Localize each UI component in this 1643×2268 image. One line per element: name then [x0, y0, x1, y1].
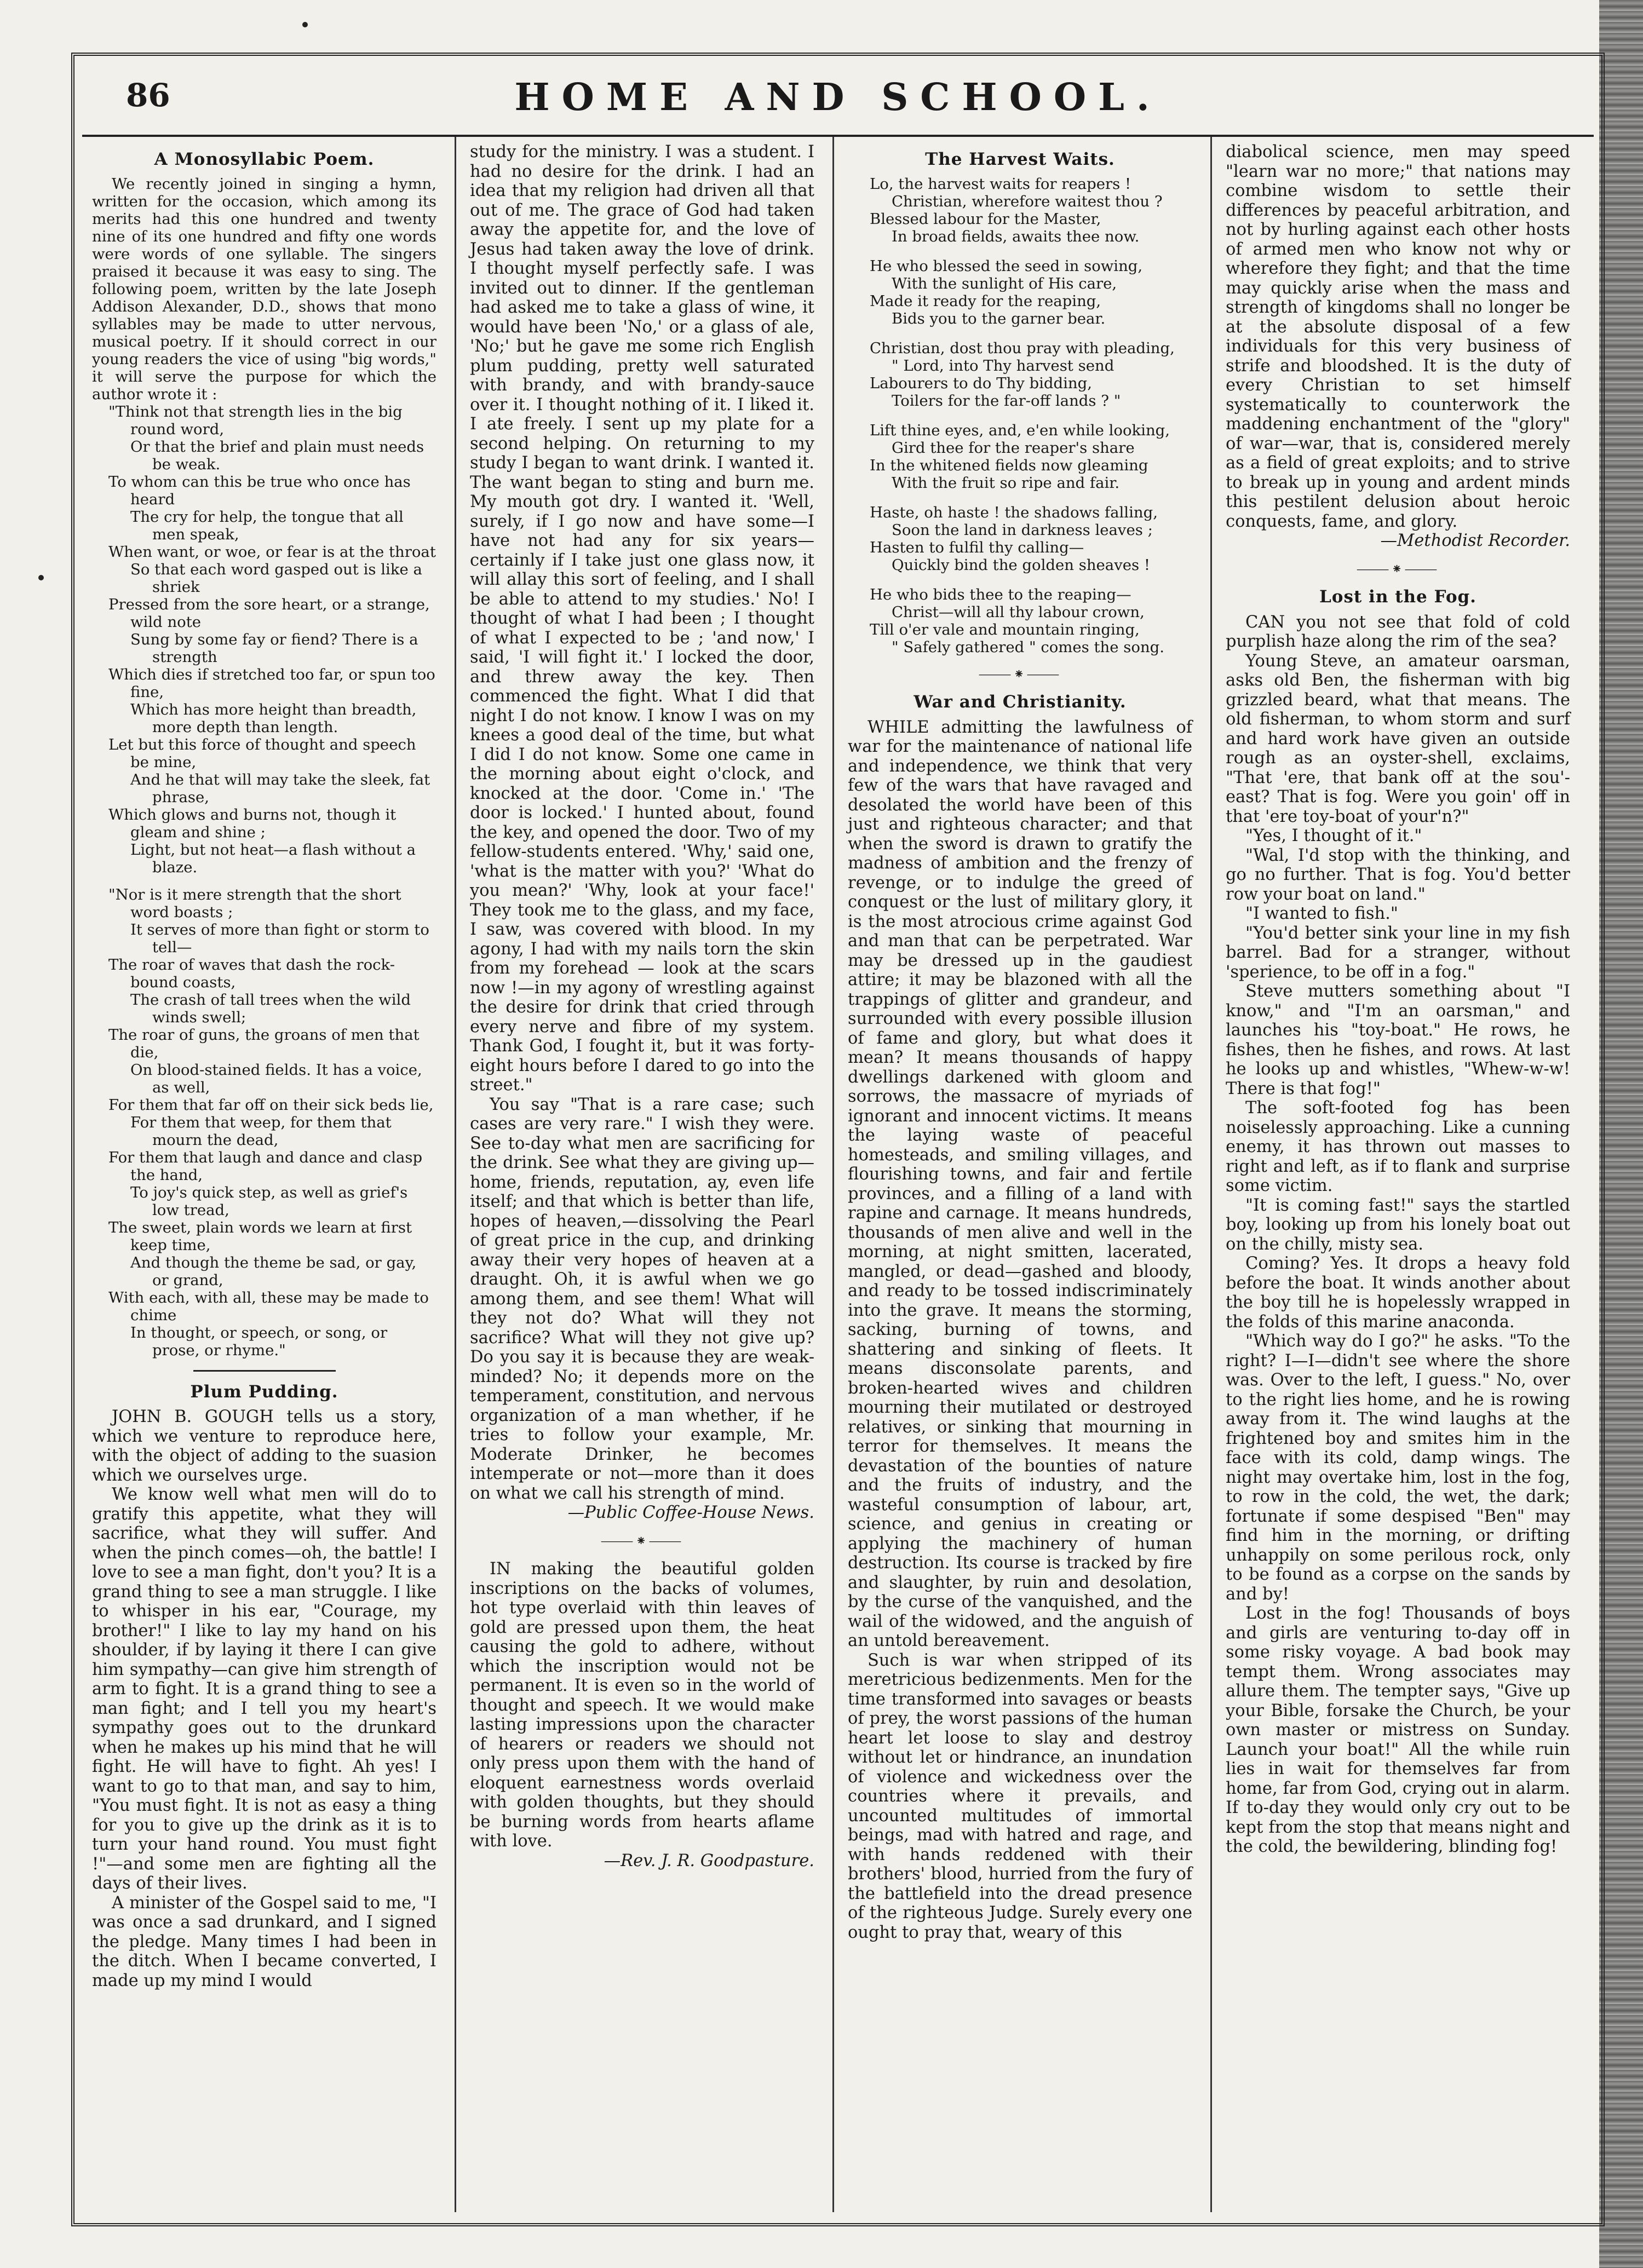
- paragraph: "Which way do I go?" he asks. "To the right? I—I—didn't see where the shore was. Over to the left, I guess." No, over to the right lies home, and he is rowing away from it. The wind laughs at the frightened boy and smites him in the face with its cold, damp wings. The night may overtake him, lost in the fog, to row in the cold, the wet, the dark; fortunate if some despised "Ben" may find him in the morning, or drifting unhappily on some perilous rock, only to be found as a corpse on the sands by and by!: [1226, 1332, 1570, 1604]
- paragraph: CAN you not see that fold of cold purplish haze along the rim of the sea?: [1226, 612, 1570, 651]
- article-credit: —Public Coffee-House News.: [567, 1503, 814, 1522]
- plum-pudding-body: [92, 1407, 436, 1990]
- poem-line: When want, or woe, or fear is at the throat: [108, 543, 436, 561]
- paragraph: A minister of the Gospel said to me, "I was once a sad drunkard, and I signed the pledge. Many times I had been in the ditch. When I became converted, I made up my mind I would: [92, 1893, 436, 1990]
- plum-pudding-continued: [470, 142, 814, 1503]
- paragraph: Young Steve, an amateur oarsman, asks old Ben, the fisherman with big grizzled beard, what that means. The old fisherman, to whom storm and surf and hard work have given an outside rough as an oyster-shell, exclaims, "That 'ere, that bank off at the sou'-east? That is fog. Were you goin' off in that 'ere toy-boat of your'n?": [1226, 651, 1570, 826]
- poem-line: In broad fields, awaits thee now.: [892, 227, 1140, 245]
- section-divider: [193, 1370, 336, 1372]
- paragraph: study for the ministry. I was a student. I had no desire for the drink. I had an idea that my religion had driven all that out of me. The grace of God had taken away the appetite for, and the love of Jesus had taken away the love of drink. I thought myself perfectly safe. I was invited out to dinner. If the gentleman had asked me to take a glass of wine, it would have been 'No,' or a glass of ale, 'No;' but he gave me some rich English plum pudding, pretty well saturated with brandy, and with brandy-sauce over it. I thought nothing of it. I liked it. I ate freely. I sent up my plate for a second helping. On returning to my study I began to want drink. I wanted it. The want began to sting and burn me. My mouth got dry. I wanted it. 'Well, surely, if I go now and have some—I have not had any for six years—certainly if I take just one glass now, it will allay this sort of feeling, and I shall be able to attend to my studies.' No! I thought of what I had been ; I thought of what I expected to be ; 'and now,' I said, 'I will fight it.' I locked the door, and threw away the key. Then commenced the fight. What I did that night I do not know. I know I was on my knees a good deal of the time, but what I did I do not know. Some one came in the morning about eight o'clock, and knocked at the door. 'Come in.' 'The door is locked.' I hunted about, found the key, and opened the door. Two of my fellow-students entered. 'Why,' said one, 'what is the matter with you?' 'What do you mean?' 'Why, look at your face!' They took me to the glass, and my face, I saw, was covered with blood. In my agony, I had with my nails torn the skin from my forehead — look at the scars now !—in my agony of wrestling against the desire for drink that cried through every nerve and fibre of my system. Thank God, I fought it, but it was forty-eight hours before I dared to go into the street.": [470, 142, 814, 1095]
- poem-line: Lo, the harvest waits for reapers !: [870, 175, 1131, 193]
- column-rule: [455, 137, 456, 2212]
- poem-line: With each, with all, these may be made to chime: [108, 1288, 429, 1324]
- paragraph: "It is coming fast!" says the startled boy, looking up from his lonely boat out on the chilly, misty sea.: [1226, 1195, 1570, 1254]
- poem-line: Which has more height than breadth, more depth than length.: [130, 700, 417, 736]
- poem-line: In thought, or speech, or song, or prose, or rhyme.": [130, 1323, 388, 1359]
- poem-line: Gird thee for the reaper's share: [892, 439, 1135, 457]
- poem-line: With the sunlight of His care,: [892, 274, 1117, 292]
- paragraph: You say "That is a rare case; such cases are very rare." I wish they were. See to-day what men are sacrificing for the drink. See what they are giving up—home, friends, reputation, ay, even life itself; and that which is better than life, hopes of heaven,—dissolving the Pearl of great price in the cup, and drinking away their very hopes of heaven at a draught. Oh, it is awful when we go among them, and see them! What will they not do? What will they not sacrifice? What will they not give up? Do you say it is because they are weak-minded? No; it depends more on the temperament, constitution, and nervous organization of a man whether, if he tries to follow your example, Mr. Moderate Drinker, he becomes intemperate or not—more than it does on what we call his strength of mind.: [470, 1095, 814, 1503]
- poem-line: Haste, oh haste ! the shadows falling,: [870, 503, 1158, 521]
- paragraph: We recently joined in singing a hymn, written for the occasion, which among its merits had this one hundred and twenty nine of its one hundred and fifty one words were words of one syllable. The singers praised it because it was easy to sing. The following poem, written by the late Joseph Addison Alexander, D.D., shows that mono syllables may be made to utter nervous, musical poetry. If it should correct in our young readers the vice of using "big words," it will serve the purpose for which the author wrote it :: [92, 175, 436, 403]
- poem-line: The crash of tall trees when the wild winds swell;: [130, 991, 411, 1026]
- poem-line: Christ—will all thy labour crown,: [892, 603, 1145, 621]
- poem-line: Sung by some fay or fiend? There is a strength: [130, 630, 418, 666]
- article-title-war-christianity: War and Christianity.: [914, 692, 1127, 712]
- poem-line: For them that weep, for them that mourn the dead,: [130, 1113, 392, 1149]
- poem-line: And he that will may take the sleek, fat phrase,: [130, 770, 430, 806]
- poem-line: Christian, dost thou pray with pleading,: [870, 339, 1175, 357]
- poem-stanza: [848, 339, 1192, 410]
- paragraph: "I wanted to fish.": [1245, 904, 1398, 923]
- poem-line: To whom can this be true who once has heard: [108, 473, 411, 508]
- poem-stanza: [848, 175, 1192, 245]
- ink-speck: [38, 575, 44, 580]
- ornament-divider: ⸻⁕⸻: [978, 666, 1062, 682]
- column-4: [1216, 137, 1580, 2212]
- poem-line: Let but this force of thought and speech be mine,: [108, 735, 416, 771]
- article-title-monosyllabic-poem: A Monosyllabic Poem.: [154, 149, 375, 169]
- column-2: [460, 137, 824, 2212]
- paragraph: Such is war when stripped of its meretricious bedizenments. Men for the time transformed into savages or beasts of prey, the worst passions of the human heart let loose to slay and destroy without let or hindrance, an inundation of violence and wickedness over the countries where it prevails, and uncounted multitudes of immortal beings, mad with hatred and rage, and with hands reddened with their brothers' blood, hurried from the fury of the battlefield into the dread presence of the righteous Judge. Surely every one ought to pray that, weary of this: [848, 1650, 1192, 1942]
- poem-line: " Safely gathered " comes the song.: [892, 638, 1165, 656]
- column-3: [838, 137, 1202, 2212]
- poem-line: Bids you to the garner bear.: [892, 309, 1106, 327]
- poem-intro: [92, 175, 436, 403]
- poem-line: Soon the land in darkness leaves ;: [892, 521, 1153, 539]
- columns-container: [82, 137, 1594, 2212]
- poem-line: Toilers for the far-off lands ? ": [892, 392, 1121, 410]
- poem-stanza: [848, 586, 1192, 656]
- article-title-harvest-waits: The Harvest Waits.: [925, 149, 1115, 169]
- paragraph: The soft-footed fog has been noiselessly approaching. Like a cunning enemy, it has thrown out masses to right and left, as if to flank and surprise some victim.: [1226, 1098, 1570, 1195]
- war-article-body: [848, 718, 1192, 1943]
- article-credit: —Methodist Recorder.: [1380, 531, 1570, 550]
- column-1: [82, 137, 446, 2212]
- poem-line: "Nor is it mere strength that the short word boasts ;: [108, 885, 401, 921]
- adjacent-page-edge: [1599, 0, 1643, 2268]
- poem-line: Pressed from the sore heart, or a strange, wild note: [108, 595, 430, 631]
- masthead-title: HOME AND SCHOOL.: [514, 76, 1162, 119]
- harvest-poem: [848, 175, 1192, 656]
- golden-inscriptions-article: [470, 1559, 814, 1851]
- poem-line: The cry for help, the tongue that all men speak,: [130, 508, 404, 543]
- poem-line: Or that the brief and plain must needs be weak.: [130, 438, 424, 473]
- poem-stanza: [848, 422, 1192, 492]
- paragraph: diabolical science, men may speed "learn war no more;" that nations may combine wisdom to settle their differences by peaceful arbitration, and not by hurling against each other hosts of armed men who know not why or wherefore they fight; and that the time may quickly arise when the mass and strength of kingdoms shall no longer be at the absolute disposal of a few individuals for this very business of strife and bloodshed. It is the duty of every Christian to set himself systematically to counterwork the maddening enchantment of the "glory" of war—war, that is, considered merely as a field of great exploits; and to strive to break up in young and ardent minds this pestilent delusion about heroic conquests, fame, and glory.: [1226, 142, 1570, 531]
- article-title-plum-pudding: Plum Pudding.: [190, 1381, 338, 1402]
- poem-line: Blessed labour for the Master,: [870, 210, 1101, 228]
- paragraph: IN making the beautiful golden inscriptions on the backs of volumes, hot type overlaid with thin leaves of gold are pressed upon them, the heat causing the gold to adhere, without which the inscription would not be permanent. It is even so in the world of thought and speech. It we would make lasting impressions upon the character of hearers or readers we should not only press upon them with the hand of eloquent earnestness words overlaid with golden thoughts, but they should be burning words from hearts aflame with love.: [470, 1559, 814, 1851]
- war-article-continued: [1226, 142, 1570, 531]
- poem-stanza: [848, 257, 1192, 327]
- column-rule: [832, 137, 834, 2212]
- paragraph: We know well what men will do to gratify this appetite, what they will sacrifice, what they will suffer. And when the pinch comes—oh, the battle! I love to see a man fight, don't you? It is a grand thing to see a man struggle. I like to whisper in his ear, "Courage, my brother!" I like to lay my hand on his shoulder, if by laying it there I can give him sympathy—can give him strength of arm to fight. It is a grand thing to see a man fight; and I tell you my heart's sympathy goes out to the drunkard when he makes up his mind that he will fight. He will have to fight. Ah yes! I want to go to that man, and say to him, "You must fight. It is not as easy a thing for you to give up the drink as it is to turn your hand round. You must fight !"—and some men are fighting all the days of their lives.: [92, 1485, 436, 1893]
- poem-line: Christian, wherefore waitest thou ?: [892, 192, 1163, 210]
- poem-line: He who blessed the seed in sowing,: [870, 257, 1143, 275]
- ornament-divider: ⸻⁕⸻: [1356, 561, 1440, 577]
- poem-line: He who bids thee to the reaping—: [870, 585, 1131, 603]
- poem-line: In the whitened fields now gleaming: [870, 456, 1148, 474]
- poem-line: It serves of more than fight or storm to tell—: [130, 920, 429, 956]
- poem-line: Hasten to fulfil thy calling—: [870, 538, 1084, 556]
- poem-line: The roar of guns, the groans of men that die,: [108, 1026, 420, 1061]
- ornament-divider: ⸻⁕⸻: [600, 1533, 684, 1549]
- poem-line: The roar of waves that dash the rock-bound coasts,: [108, 955, 395, 991]
- poem-line: For them that laugh and dance and clasp the hand,: [108, 1148, 423, 1184]
- poem-line: To joy's quick step, as well as grief's low tread,: [130, 1183, 408, 1219]
- article-title-lost-in-fog: Lost in the Fog.: [1319, 587, 1477, 607]
- poem-line: The sweet, plain words we learn at first keep time,: [108, 1218, 412, 1254]
- paragraph: Steve mutters something about "I know," and "I'm an oarsman," and launches his "toy-boat." He rows, he fishes, then he fishes, and rows. At last he looks up and whistles, "Whew-w-w! There is that fog!": [1226, 982, 1570, 1098]
- poem-stanza-2: [92, 886, 436, 1359]
- paragraph: Coming? Yes. It drops a heavy fold before the boat. It winds another about the boy till he is hopelessly wrapped in the folds of this marine anaconda.: [1226, 1254, 1570, 1332]
- poem-stanza-1: [92, 403, 436, 876]
- paragraph: Lost in the fog! Thousands of boys and girls are venturing to-day off in some risky voyage. A bad book may tempt them. Wrong associates may allure them. The tempter says, "Give up your Bible, forsake the Church, be your own master or mistress on Sunday. Launch your boat!" All the while ruin lies in wait for themselves far from home, far from God, crying out in alarm. If to-day they would only cry out to be kept from the stop that means night and the cold, the bewildering, blinding fog!: [1226, 1604, 1570, 1856]
- fog-article-body: [1226, 613, 1570, 1857]
- paragraph: "You'd better sink your line in my fish barrel. Bad for a stranger, without 'sperience, to be off in a fog.": [1226, 923, 1570, 982]
- poem-line: With the fruit so ripe and fair.: [892, 474, 1120, 492]
- ink-speck: [302, 22, 308, 27]
- poem-line: For them that far off on their sick beds lie,: [108, 1096, 434, 1114]
- poem-line: " Lord, into Thy harvest send: [892, 356, 1115, 375]
- poem-line: Which dies if stretched too far, or spun too fine,: [108, 665, 435, 701]
- poem-stanza: [848, 504, 1192, 574]
- poem-line: Lift thine eyes, and, e'en while looking,: [870, 421, 1170, 439]
- poem-line: Quickly bind the golden sheaves !: [892, 556, 1150, 574]
- poem-line: "Think not that strength lies in the big round word,: [108, 402, 403, 438]
- article-credit: —Rev. J. R. Goodpasture.: [604, 1851, 814, 1870]
- page-number: 86: [126, 77, 170, 114]
- paragraph: "Yes, I thought of it.": [1245, 826, 1422, 845]
- poem-line: Labourers to do Thy bidding,: [870, 374, 1092, 392]
- paragraph: "Wal, I'd stop with the thinking, and go no further. That is fog. You'd better row your boat on land.": [1226, 845, 1570, 904]
- paragraph: JOHN B. GOUGH tells us a story, which we venture to reproduce here, with the object of adding to the suasion which we ourselves urge.: [92, 1407, 436, 1485]
- poem-line: Light, but not heat—a flash without a blaze.: [130, 841, 416, 876]
- poem-line: So that each word gasped out is like a shriek: [130, 560, 422, 596]
- poem-line: Which glows and burns not, though it gleam and shine ;: [108, 805, 397, 841]
- poem-line: Till o'er vale and mountain ringing,: [870, 620, 1140, 638]
- page-header: [82, 71, 1594, 137]
- poem-line: On blood-stained fields. It has a voice, as well,: [130, 1061, 422, 1096]
- paragraph: WHILE admitting the lawfulness of war for the maintenance of national life and independence, we think that very few of the wars that have ravaged and desolated the world have been of this just and righteous character; and that when the sword is drawn to gratify the madness of ambition and the frenzy of revenge, or to indulge the greed of conquest or the lust of military glory, it is the most atrocious crime against God and man that can be perpetrated. War may be dressed up in the gaudiest attire; it may be blazoned with all the trappings of glitter and grandeur, and surrounded with every possible illusion of fame and glory, but what does it mean? It means thousands of happy dwellings darkened with gloom and sorrows, the massacre of myriads of ignorant and innocent victims. It means the laying waste of peaceful homesteads, and smiling villages, and flourishing towns, and fair and fertile provinces, and a filling of a land with rapine and carnage. It means hundreds, thousands of men alive and well in the morning, at night smitten, lacerated, mangled, or dead—gashed and bloody, and ready to be tossed indiscriminately into the grave. It means the storming, sacking, burning of towns, and shattering and sinking of fleets. It means disconsolate parents, and broken-hearted wives and children mourning their mutilated or destroyed relatives, or sinking that mourning in terror for themselves. It means the devastation of the bounties of nature and the fruits of industry, and the wasteful consumption of labour, art, science, and genius in creating or applying the machinery of human destruction. Its course is tracked by fire and slaughter, by ruin and desolation, by the curse of the vanquished, and the wail of the widowed, and the anguish of an untold bereavement.: [848, 717, 1192, 1650]
- poem-line: And though the theme be sad, or gay, or grand,: [130, 1253, 417, 1289]
- poem-line: Made it ready for the reaping,: [870, 292, 1101, 310]
- column-rule: [1210, 137, 1212, 2212]
